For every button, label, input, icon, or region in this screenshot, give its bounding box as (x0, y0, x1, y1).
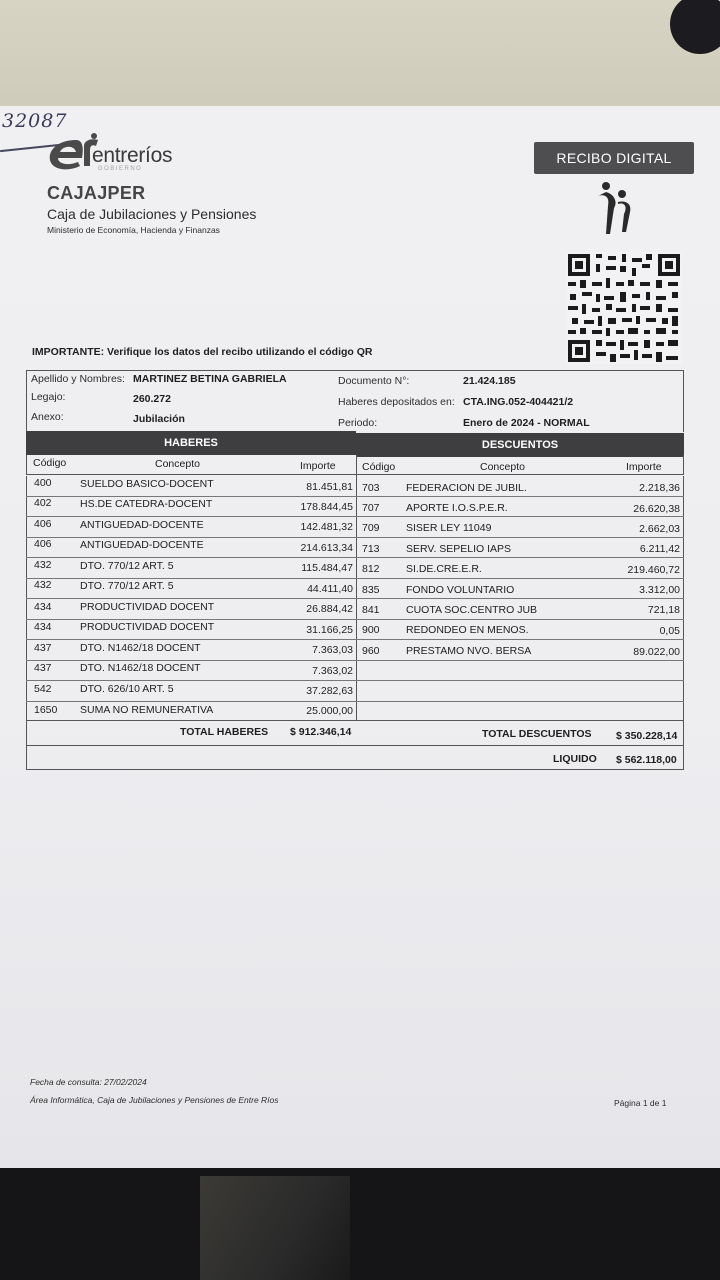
descuentos-concepto: SERV. SEPELIO IAPS (406, 543, 512, 555)
important-notice: IMPORTANTE: Verifique los datos del recibo utilizando el código QR (32, 346, 373, 358)
haberes-importe: 31.166,25 (306, 624, 353, 636)
descuentos-concepto: SISER LEY 11049 (406, 522, 492, 534)
haberes-concepto: ANTIGUEDAD-DOCENTE (80, 539, 204, 551)
row-divider (26, 619, 684, 620)
document-value: 21.424.185 (463, 375, 516, 387)
haberes-codigo: 1650 (34, 704, 58, 716)
haberes-importe: 142.481,32 (300, 521, 353, 533)
handwritten-note: 32087 (2, 110, 68, 132)
descuentos-importe: 3.312,00 (639, 584, 680, 596)
descuentos-codigo: 707 (362, 502, 380, 514)
row-divider (26, 639, 684, 640)
haberes-concepto: DTO. 626/10 ART. 5 (80, 683, 174, 695)
row-divider (26, 660, 684, 661)
legajo-value: 260.272 (133, 393, 171, 405)
total-descuentos-label: TOTAL DESCUENTOS (482, 728, 592, 740)
haberes-concepto: PRODUCTIVIDAD DOCENT (80, 601, 215, 613)
row-divider (26, 496, 684, 497)
liquido-label: LIQUIDO (553, 753, 597, 765)
haberes-codigo: 406 (34, 518, 52, 530)
haberes-importe: 25.000,00 (306, 705, 353, 717)
haberes-concepto: DTO. N1462/18 DOCENT (80, 662, 201, 674)
haberes-concepto: DTO. 770/12 ART. 5 (80, 560, 174, 572)
descuentos-codigo: 960 (362, 645, 380, 657)
anexo-label: Anexo: (31, 411, 64, 423)
haberes-codigo: 542 (34, 683, 52, 695)
descuentos-col-codigo: Código (362, 461, 396, 473)
descuentos-importe: 2.218,36 (639, 482, 680, 494)
descuentos-codigo: 841 (362, 604, 380, 616)
haberes-importe: 26.884,42 (306, 603, 353, 615)
periodo-value: Enero de 2024 - NORMAL (463, 417, 590, 429)
row-divider (26, 578, 684, 579)
descuentos-codigo: 835 (362, 584, 380, 596)
qr-code-icon[interactable] (566, 252, 682, 364)
descuentos-codigo: 703 (362, 482, 380, 494)
org-subtitle: Caja de Jubilaciones y Pensiones (47, 206, 257, 222)
descuentos-concepto: CUOTA SOC.CENTRO JUB (406, 604, 538, 616)
org-title: CAJAJPER (47, 183, 146, 203)
row-divider (26, 598, 684, 599)
descuentos-importe: 89.022,00 (633, 646, 680, 658)
name-value: MARTINEZ BETINA GABRIELA (133, 373, 287, 385)
row-divider (26, 680, 684, 681)
haberes-codigo: 402 (34, 497, 52, 509)
legajo-label: Legajo: (31, 391, 66, 403)
haberes-col-codigo: Código (33, 457, 67, 469)
row-divider (26, 516, 684, 517)
descuentos-codigo: 709 (362, 522, 380, 534)
descuentos-codigo: 713 (362, 543, 380, 555)
people-logo-icon (594, 180, 634, 238)
row-divider (26, 537, 684, 538)
background-surface-light (200, 1176, 350, 1280)
descuentos-importe: 0,05 (659, 625, 680, 637)
deposit-label: Haberes depositados en: (338, 396, 455, 408)
total-haberes-value: $ 912.346,14 (290, 726, 352, 738)
descuentos-col-importe: Importe (626, 461, 662, 473)
haberes-codigo: 400 (34, 477, 52, 489)
descuentos-concepto: SI.DE.CRE.E.R. (406, 563, 482, 575)
haberes-importe: 81.451,81 (306, 481, 353, 493)
haberes-header: HABERES (26, 431, 356, 455)
consultation-date: Fecha de consulta: 27/02/2024 (30, 1077, 147, 1087)
table-subheader (26, 455, 684, 475)
brand-subtext: GOBIERNO (98, 166, 143, 172)
descuentos-concepto: APORTE I.O.S.P.E.R. (406, 502, 508, 514)
deposit-value: CTA.ING.052-404421/2 (463, 396, 574, 408)
haberes-importe: 7.363,03 (312, 644, 353, 656)
haberes-concepto: DTO. N1462/18 DOCENT (80, 642, 201, 654)
totals-divider (26, 745, 684, 746)
haberes-importe: 37.282,63 (306, 685, 353, 697)
background-surface (0, 1168, 720, 1280)
descuentos-codigo: 900 (362, 624, 380, 636)
haberes-importe: 7.363,02 (312, 665, 353, 677)
descuentos-codigo: 812 (362, 563, 380, 575)
total-descuentos-value: $ 350.228,14 (616, 730, 678, 742)
haberes-col-concepto: Concepto (155, 458, 200, 470)
descuentos-header: DESCUENTOS (356, 433, 684, 457)
footer-area: Área Informática, Caja de Jubilaciones y Pensiones de Entre Ríos (30, 1095, 279, 1105)
name-label: Apellido y Nombres: (31, 373, 125, 385)
anexo-value: Jubilación (133, 413, 185, 425)
haberes-concepto: PRODUCTIVIDAD DOCENT (80, 621, 215, 633)
descuentos-importe: 219.460,72 (627, 564, 680, 576)
haberes-concepto: SUELDO BASICO-DOCENT (80, 478, 214, 490)
receipt-badge: RECIBO DIGITAL (534, 142, 694, 174)
liquido-value: $ 562.118,00 (616, 754, 677, 766)
haberes-codigo: 432 (34, 559, 52, 571)
periodo-label: Periodo: (338, 417, 378, 429)
document-label: Documento N°: (338, 375, 410, 387)
haberes-codigo: 406 (34, 538, 52, 550)
haberes-importe: 214.613,34 (300, 542, 353, 554)
descuentos-col-concepto: Concepto (480, 461, 525, 473)
haberes-codigo: 434 (34, 621, 52, 633)
org-ministry: Ministerio de Economía, Hacienda y Finanzas (47, 225, 220, 235)
descuentos-concepto: REDONDEO EN MENOS. (406, 624, 529, 636)
descuentos-importe: 6.211,42 (639, 543, 680, 555)
descuentos-concepto: FEDERACION DE JUBIL. (406, 482, 527, 494)
brand-name: entreríos (92, 144, 173, 167)
haberes-importe: 115.484,47 (301, 562, 353, 574)
background-wall (0, 0, 720, 112)
haberes-codigo: 432 (34, 579, 52, 591)
haberes-codigo: 434 (34, 601, 52, 613)
page-number: Página 1 de 1 (614, 1098, 667, 1108)
descuentos-concepto: FONDO VOLUNTARIO (406, 584, 515, 596)
haberes-concepto: ANTIGUEDAD-DOCENTE (80, 519, 204, 531)
haberes-codigo: 437 (34, 662, 52, 674)
descuentos-importe: 26.620,38 (633, 503, 680, 515)
haberes-concepto: DTO. 770/12 ART. 5 (80, 580, 174, 592)
descuentos-importe: 2.662,03 (639, 523, 680, 535)
total-haberes-label: TOTAL HABERES (180, 726, 269, 738)
haberes-concepto: HS.DE CATEDRA-DOCENT (80, 498, 213, 510)
haberes-importe: 178.844,45 (300, 501, 353, 513)
haberes-concepto: SUMA NO REMUNERATIVA (80, 704, 214, 716)
row-divider (26, 557, 684, 558)
haberes-col-importe: Importe (300, 460, 336, 472)
row-divider (26, 701, 684, 702)
haberes-importe: 44.411,40 (307, 583, 353, 595)
haberes-codigo: 437 (34, 642, 52, 654)
descuentos-importe: 721,18 (647, 604, 680, 616)
descuentos-concepto: PRESTAMO NVO. BERSA (406, 645, 532, 657)
